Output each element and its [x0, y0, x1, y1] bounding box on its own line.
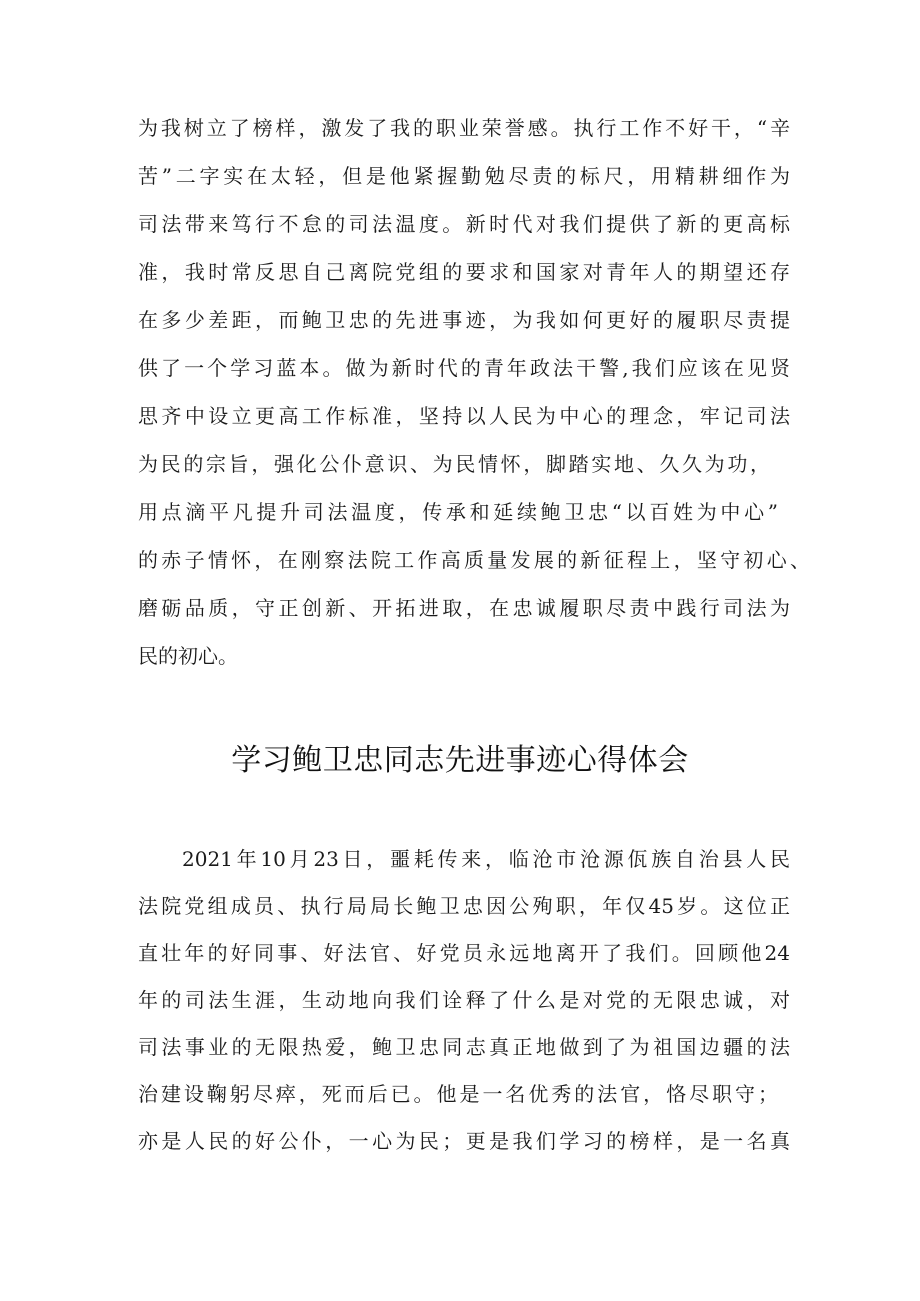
- text-line: 司法带来笃行不怠的司法温度。新时代对我们提供了新的更高标: [138, 212, 790, 236]
- text-line: 2021年10月23日，噩耗传来，临沧市沧源佤族自治县人民: [182, 847, 790, 871]
- body-paragraph-1: [138, 113, 810, 673]
- text-line: 民的初心。: [138, 644, 238, 668]
- text-line: 苦”二字实在太轻，但是他紧握勤勉尽责的标尺，用精耕细作为: [138, 164, 790, 188]
- text-line: 为民的宗旨，强化公仆意识、为民情怀，脚踏实地、久久为功，: [138, 452, 770, 476]
- text-line: 磨砺品质，守正创新、开拓进取，在忠诚履职尽责中践行司法为: [138, 596, 790, 620]
- text-line: 思齐中设立更高工作标准，坚持以人民为中心的理念，牢记司法: [138, 404, 790, 428]
- text-line: 直壮年的好同事、好法官、好党员永远地离开了我们。回顾他24: [138, 941, 790, 965]
- text-line: 在多少差距，而鲍卫忠的先进事迹，为我如何更好的履职尽责提: [138, 308, 790, 332]
- text-line: 为我树立了榜样，激发了我的职业荣誉感。执行工作不好干，“辛: [138, 116, 790, 140]
- text-line: 法院党组成员、执行局局长鲍卫忠因公殉职，年仅45岁。这位正: [138, 894, 790, 918]
- text-line: 用点滴平凡提升司法温度，传承和延续鲍卫忠“以百姓为中心”: [138, 500, 778, 524]
- text-line: 的赤子情怀，在刚察法院工作高质量发展的新征程上，坚守初心、: [138, 548, 810, 572]
- text-line: 亦是人民的好公仆，一心为民；更是我们学习的榜样，是一名真: [138, 1129, 790, 1153]
- text-line: 准，我时常反思自己离院党组的要求和国家对青年人的期望还存: [138, 260, 790, 284]
- body-paragraph-2: [138, 844, 790, 1184]
- text-line: 年的司法生涯，生动地向我们诠释了什么是对党的无限忠诚，对: [138, 988, 790, 1012]
- document-title: 学习鲍卫忠同志先进事迹心得体会: [231, 743, 689, 778]
- text-line: 供了一个学习蓝本。做为新时代的青年政法干警,我们应该在见贤: [138, 356, 790, 380]
- text-line: 司法事业的无限热爱，鲍卫忠同志真正地做到了为祖国边疆的法: [138, 1035, 790, 1059]
- text-line: 治建设鞠躬尽瘁，死而后已。他是一名优秀的法官，恪尽职守；: [138, 1082, 778, 1106]
